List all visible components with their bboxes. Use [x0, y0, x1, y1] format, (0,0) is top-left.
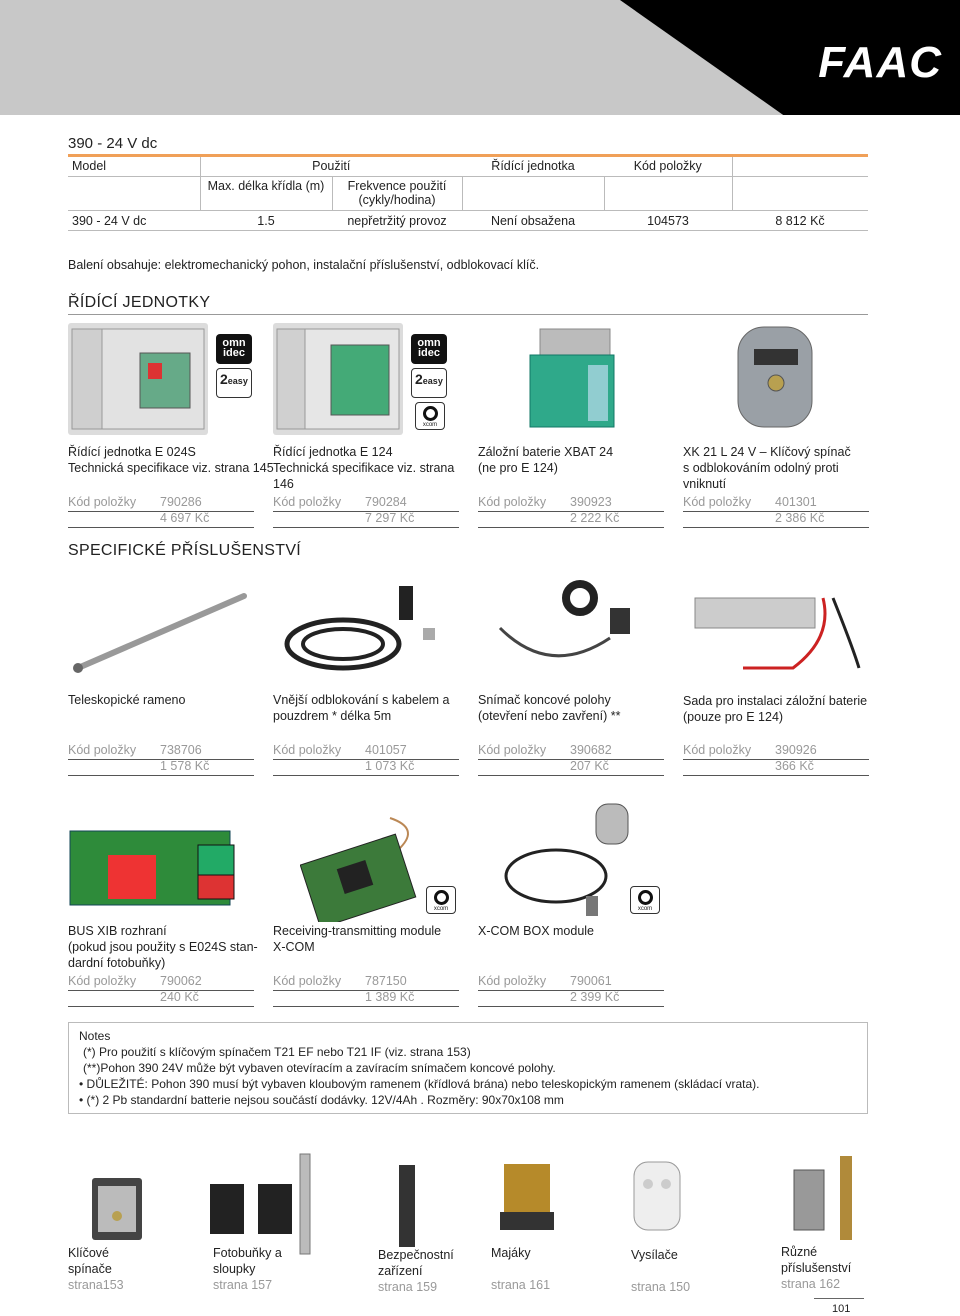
- notes-box: [68, 1022, 868, 1114]
- control-unit-title: Řídící jednotka E 024S Technická specifikace viz. strana 145: [68, 445, 274, 475]
- code-row: Kód položky 790284: [273, 495, 459, 512]
- easy-badge: 2easy: [216, 368, 252, 398]
- price-row: 4 697 Kč: [68, 511, 254, 528]
- lock-icon: [790, 1150, 862, 1246]
- related-beacons[interactable]: Majáky strana 161: [491, 1246, 551, 1292]
- note-line: (**)Pohon 390 24V může být vybaven otevíracím a zavíracím snímačem koncové polohy.: [83, 1061, 556, 1075]
- table-row: 390 - 24 V dc 1.5 nepřetržitý provoz Není obsažena 104573 8 812 Kč: [68, 210, 868, 230]
- column-thumb: [296, 1150, 332, 1260]
- page-number-line: [814, 1298, 864, 1299]
- accessory-title: Snímač koncové polohy (otevření nebo zavření) **: [478, 693, 621, 723]
- related-key-switches[interactable]: Klíčové spínače strana153: [68, 1246, 124, 1292]
- code-row: Kód položky 401057: [273, 743, 459, 760]
- price-row: 1 578 Kč: [68, 759, 254, 776]
- section-title-accessories: SPECIFICKÉ PŘÍSLUŠENSTVÍ: [68, 542, 302, 559]
- code-row: Kód položky 390923: [478, 495, 664, 512]
- xcom-box-image: [500, 800, 630, 918]
- battery-kit-image: [683, 568, 869, 686]
- omni-idec-badge: omn idec: [216, 334, 252, 364]
- key-switch-thumb: [92, 1178, 142, 1240]
- related-misc[interactable]: Různé příslušenství strana 162: [781, 1245, 852, 1291]
- omni-idec-badge: omn idec: [411, 334, 447, 364]
- remote-control-icon: [628, 1158, 686, 1234]
- xcom-badge: xcom: [426, 886, 456, 914]
- control-unit-title: XK 21 L 24 V – Klíčový spínač s odblokováním odolný proti vniknutí: [683, 445, 851, 491]
- easy-badge: 2easy: [411, 368, 447, 398]
- limit-switch-image: [480, 568, 662, 686]
- circuit-board-icon: [68, 825, 248, 915]
- module-title: X-COM BOX module: [478, 924, 595, 938]
- related-photocells[interactable]: Fotobuňky a sloupky strana 157: [213, 1246, 282, 1292]
- code-row: Kód položky 790286: [68, 495, 254, 512]
- price-row: 207 Kč: [478, 759, 664, 776]
- section-line: [68, 314, 868, 315]
- note-line: • (*) 2 Pb standardní batterie nejsou součástí dodávky. 12V/4Ah . Rozměry: 90x70x108 mm: [79, 1093, 564, 1107]
- related-transmitters[interactable]: Vysílače strana 150: [631, 1248, 691, 1294]
- code-row: Kód položky 738706: [68, 743, 254, 760]
- code-row: Kód položky 790061: [478, 974, 664, 991]
- col-code: Kód položky: [604, 157, 732, 176]
- module-title: BUS XIB rozhraní (pokud jsou použity s E024S stan- dardní fotobuňky): [68, 924, 258, 970]
- key-switch-icon: [92, 1178, 142, 1240]
- key-switch-icon: [732, 323, 818, 433]
- accessory-title: Teleskopické rameno: [68, 693, 186, 707]
- code-row: Kód položky 401301: [683, 495, 869, 512]
- related-safety-devices[interactable]: Bezpečnostní zařízení strana 159: [378, 1248, 454, 1294]
- note-line: (*) Pro použití s klíčovým spínačem T21 EF nebo T21 IF (viz. strana 153): [83, 1045, 471, 1059]
- price-row: 1 389 Kč: [273, 990, 459, 1007]
- column-icon: [296, 1150, 332, 1260]
- photocells-thumb: [208, 1180, 298, 1238]
- notes-heading: Notes: [79, 1029, 111, 1043]
- accessory-title: Vnější odblokování s kabelem a pouzdrem * délka 5m: [273, 693, 450, 723]
- control-box-icon: [273, 323, 403, 435]
- page-number: 101: [832, 1303, 851, 1315]
- key-switch-xk21-image: [732, 323, 818, 433]
- code-row: Kód položky 390926: [683, 743, 869, 760]
- header-bar: [0, 0, 960, 115]
- product-title: 390 - 24 V dc: [68, 135, 158, 152]
- control-unit-title: Záložní baterie XBAT 24 (ne pro E 124): [478, 445, 614, 475]
- module-title: Receiving-transmitting module X-COM: [273, 924, 442, 954]
- col-model: Model: [68, 157, 200, 176]
- col-control: Řídící jednotka: [462, 157, 604, 176]
- external-release-image: [273, 568, 455, 686]
- circuit-board-icon: [300, 808, 422, 922]
- telescopic-arm-image: [68, 568, 254, 686]
- xcom-badge: xcom: [415, 402, 445, 430]
- spec-table: [68, 157, 868, 231]
- col-price: [732, 157, 868, 176]
- transmitter-thumb: [628, 1158, 686, 1234]
- package-contents: Balení obsahuje: elektromechanický pohon, instalační příslušenství, odblokovací klíč.: [68, 258, 540, 272]
- subhead-frequency: Frekvence použití (cykly/hodina): [332, 176, 462, 210]
- code-row: Kód položky 787150: [273, 974, 459, 991]
- safety-device-thumb: [395, 1165, 419, 1247]
- price-row: 2 399 Kč: [478, 990, 664, 1007]
- note-line: • DŮLEŽITÉ: Pohon 390 musí být vybaven kloubovým ramenem (křídlová brána) nebo teleskopickým ramenem (skládací vrata).: [79, 1077, 760, 1091]
- code-row: Kód položky 790062: [68, 974, 254, 991]
- xcom-module-image: [300, 808, 422, 922]
- beacon-icon: [498, 1160, 556, 1242]
- cable-icon: [273, 568, 455, 686]
- control-unit-title: Řídící jednotka E 124 Technická specifikace viz. strana 146: [273, 445, 455, 491]
- section-title-control: ŘÍDÍCÍ JEDNOTKY: [68, 294, 211, 311]
- price-row: 240 Kč: [68, 990, 254, 1007]
- control-unit-e024s-image: [68, 323, 208, 435]
- telescopic-arm-icon: [68, 568, 254, 686]
- control-box-icon: [68, 323, 208, 435]
- faac-logo: FAAC: [818, 38, 942, 87]
- battery-xbat24-image: [522, 325, 622, 435]
- xcom-badge: xcom: [630, 886, 660, 914]
- sensor-icon: [480, 568, 662, 686]
- price-row: 366 Kč: [683, 759, 869, 776]
- photocell-icon: [208, 1180, 298, 1238]
- battery-icon: [522, 325, 622, 435]
- code-row: Kód položky 390682: [478, 743, 664, 760]
- control-unit-e124-image: [273, 323, 403, 435]
- subhead-max-length: Max. délka křídla (m): [200, 176, 332, 210]
- price-row: 1 073 Kč: [273, 759, 459, 776]
- price-row: 2 222 Kč: [478, 511, 664, 528]
- bracket-icon: [683, 568, 869, 686]
- col-use: Použití: [200, 157, 462, 176]
- bus-xib-image: [68, 825, 248, 915]
- usb-device-icon: [500, 800, 630, 918]
- misc-accessories-thumb: [790, 1150, 862, 1246]
- price-row: 7 297 Kč: [273, 511, 459, 528]
- safety-edge-icon: [395, 1165, 419, 1247]
- price-row: 2 386 Kč: [683, 511, 869, 528]
- subhead-empty: [68, 176, 200, 210]
- beacon-thumb: [498, 1160, 556, 1242]
- accessory-title: Sada pro instalaci záložní baterie (pouze pro E 124): [683, 694, 868, 724]
